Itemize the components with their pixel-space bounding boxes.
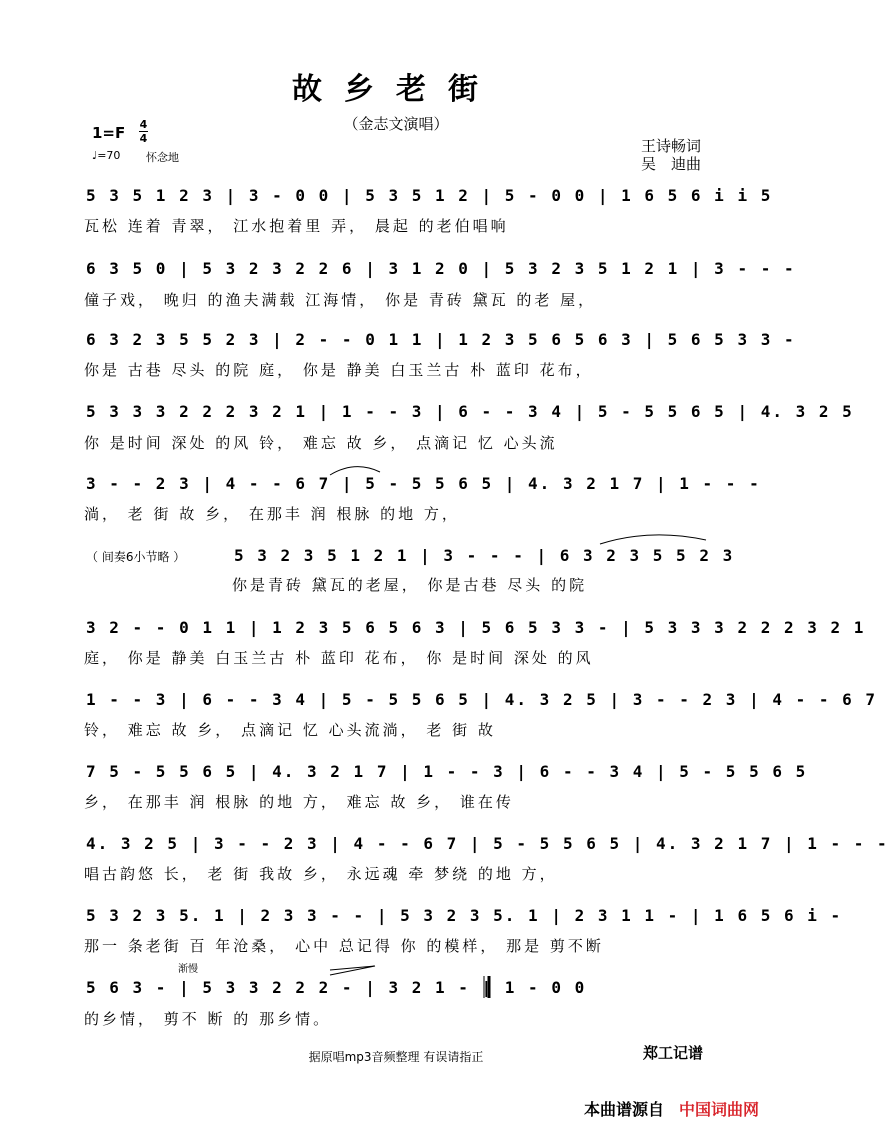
key-signature: 1=F	[92, 124, 126, 142]
lyric-line-1: 瓦松 连着 青翠， 江水抱着里 弄， 晨起 的老伯唱响	[84, 217, 509, 235]
footer-note: 据原唱mp3音频整理 有误请指正	[308, 1050, 484, 1064]
source-site-link[interactable]: 中国词曲网	[679, 1100, 760, 1119]
lyric-line-11: 那一 条老街 百 年沧桑， 心中 总记得 你 的模样， 那是 剪不断	[84, 937, 604, 955]
notation-line-10: 4. 3 2 5 | 3 - - 2 3 | 4 - - 6 7 | 5 - 5 5 6 5 | 4. 3 2 1 7 | 1 - - -	[86, 834, 889, 853]
ritardando-marking: 渐慢	[178, 964, 198, 975]
lyric-line-5: 淌， 老 街 故 乡， 在那丰 润 根脉 的地 方，	[84, 505, 460, 523]
transcriber-credit: 郑工记谱	[643, 1044, 704, 1062]
composer-credit: 吴 迪曲	[641, 155, 702, 173]
notation-line-5: 3 - - 2 3 | 4 - - 6 7 | 5 - 5 5 6 5 | 4. 3 2 1 7 | 1 - - -	[86, 474, 761, 493]
lyricist-credit: 王诗畅词	[641, 137, 702, 155]
notation-line-9: 7 5 - 5 5 6 5 | 4. 3 2 1 7 | 1 - - 3 | 6 - - 3 4 | 5 - 5 5 6 5	[86, 762, 808, 781]
song-title: 故乡老街	[292, 72, 500, 107]
lyric-line-10: 唱古韵悠 长， 老 街 我故 乡， 永远魂 牵 梦绕 的地 方，	[84, 865, 558, 883]
lyric-line-7: 庭， 你是 静美 白玉兰古 朴 蓝印 花布， 你 是时间 深处 的风	[84, 649, 594, 667]
tempo-marking: ♩=70	[92, 149, 121, 162]
slur-arc	[330, 467, 380, 475]
expression-marking: 怀念地	[146, 151, 179, 164]
lyric-line-2: 僮子戏， 晚归 的渔夫满载 江海情， 你是 青砖 黛瓦 的老 屋，	[84, 291, 597, 309]
notation-line-8: 1 - - 3 | 6 - - 3 4 | 5 - 5 5 6 5 | 4. 3 2 5 | 3 - - 2 3 | 4 - - 6 7	[86, 690, 878, 709]
notation-line-11: 5 3 2 3 5. 1 | 2 3 3 - - | 5 3 2 3 5. 1 | 2 3 1 1 - | 1 6 5 6 i -	[86, 906, 843, 925]
notation-line-4: 5 3 3 3 2 2 2 3 2 1 | 1 - - 3 | 6 - - 3 4 | 5 - 5 5 6 5 | 4. 3 2 5	[86, 402, 854, 421]
notation-line-1: 5 3 5 1 2 3 | 3 - 0 0 | 5 3 5 1 2 | 5 - 0 0 | 1 6 5 6 i i 5	[86, 186, 773, 205]
source-prefix: 本曲谱源自	[584, 1100, 665, 1119]
lyric-line-6: 你是青砖 黛瓦的老屋， 你是古巷 尽头 的院	[232, 576, 588, 594]
time-signature-top: 4	[139, 118, 148, 131]
lyric-line-4: 你 是时间 深处 的风 铃， 难忘 故 乡， 点滴记 忆 心头流	[84, 434, 558, 452]
notation-line-2: 6 3 5 0 | 5 3 2 3 2 2 6 | 3 1 2 0 | 5 3 2 3 5 1 2 1 | 3 - - -	[86, 259, 796, 278]
lyric-line-3: 你是 古巷 尽头 的院 庭， 你是 静美 白玉兰古 朴 蓝印 花布，	[84, 361, 594, 379]
lyric-line-12: 的乡情， 剪不 断 的 那乡情。	[84, 1010, 332, 1028]
lyric-line-8: 铃， 难忘 故 乡， 点滴记 忆 心头流淌， 老 街 故	[84, 721, 496, 739]
tie-arc	[600, 535, 706, 544]
notation-line-3: 6 3 2 3 5 5 2 3 | 2 - - 0 1 1 | 1 2 3 5 6 5 6 3 | 5 6 5 3 3 -	[86, 330, 796, 349]
time-signature-bottom: 4	[139, 132, 148, 145]
notation-line-7: 3 2 - - 0 1 1 | 1 2 3 5 6 5 6 3 | 5 6 5 3 3 - | 5 3 3 3 2 2 2 3 2 1	[86, 618, 866, 637]
performer-subtitle: （金志文演唱）	[343, 115, 449, 133]
notation-line-12: 5 6 3 - | 5 3 3 2 2 2 - | 3 2 1 - | 1 - 0 0	[86, 978, 587, 997]
notation-line-6: 5 3 2 3 5 1 2 1 | 3 - - - | 6 3 2 3 5 5 2 3	[234, 546, 735, 565]
interlude-note: （ 间奏6小节略 ）	[86, 550, 186, 564]
lyric-line-9: 乡， 在那丰 润 根脉 的地 方， 难忘 故 乡， 谁在传	[84, 793, 514, 811]
crescendo-hairpin	[330, 966, 375, 975]
